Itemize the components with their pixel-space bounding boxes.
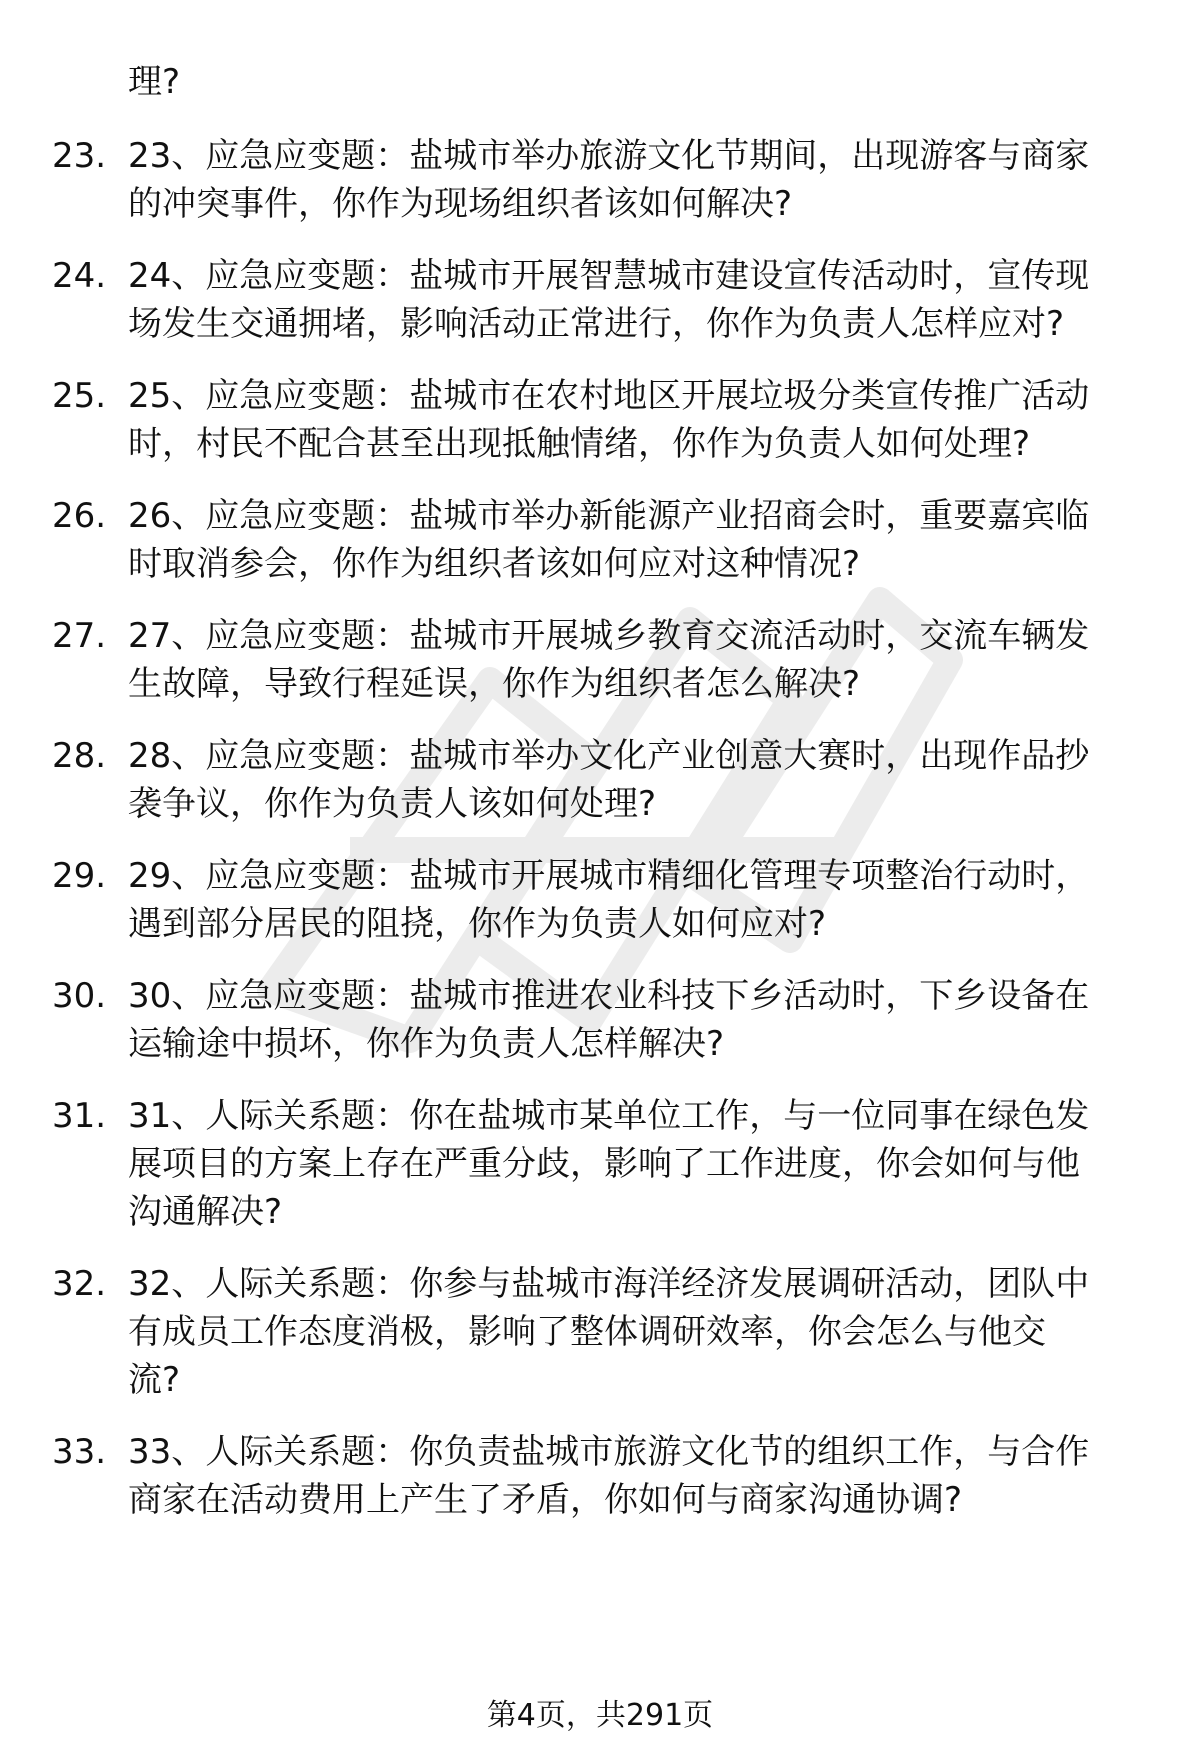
question-number: 32. — [52, 1264, 107, 1304]
question-text-line: 遇到部分居民的阻挠，你作为负责人如何应对? — [128, 904, 827, 944]
question-text-line: 生故障，导致行程延误，你作为组织者怎么解决? — [128, 664, 861, 704]
question-text-line: 23、应急应变题：盐城市举办旅游文化节期间，出现游客与商家 — [128, 136, 1090, 176]
question-text-line: 时，村民不配合甚至出现抵触情绪，你作为负责人如何处理? — [128, 424, 1031, 464]
question-text-line: 28、应急应变题：盐城市举办文化产业创意大赛时，出现作品抄 — [128, 736, 1090, 776]
continued-question-text: 理? — [128, 62, 181, 102]
question-text-line: 场发生交通拥堵，影响活动正常进行，你作为负责人怎样应对? — [128, 304, 1065, 344]
question-text-line: 商家在活动费用上产生了矛盾，你如何与商家沟通协调? — [128, 1480, 963, 1520]
question-text — [128, 1092, 1148, 1236]
question-text-line: 30、应急应变题：盐城市推进农业科技下乡活动时，下乡设备在 — [128, 976, 1090, 1016]
question-text-line: 沟通解决? — [128, 1192, 283, 1232]
question-text-line: 32、人际关系题：你参与盐城市海洋经济发展调研活动，团队中 — [128, 1264, 1090, 1304]
question-text-line: 27、应急应变题：盐城市开展城乡教育交流活动时，交流车辆发 — [128, 616, 1090, 656]
question-number: 23. — [52, 136, 107, 176]
question-text-line: 33、人际关系题：你负责盐城市旅游文化节的组织工作，与合作 — [128, 1432, 1090, 1472]
question-text — [128, 852, 1148, 948]
question-number: 31. — [52, 1096, 107, 1136]
question-text-line: 流? — [128, 1360, 181, 1400]
page-footer: 第4页，共291页 — [486, 1698, 714, 1733]
question-text-line: 24、应急应变题：盐城市开展智慧城市建设宣传活动时，宣传现 — [128, 256, 1090, 296]
question-text-line: 展项目的方案上存在严重分歧，影响了工作进度，你会如何与他 — [128, 1144, 1080, 1184]
question-text — [128, 252, 1148, 348]
question-text-line: 31、人际关系题：你在盐城市某单位工作，与一位同事在绿色发 — [128, 1096, 1090, 1136]
question-number: 26. — [52, 496, 107, 536]
question-text-line: 的冲突事件，你作为现场组织者该如何解决? — [128, 184, 793, 224]
question-text-line: 袭争议，你作为负责人该如何处理? — [128, 784, 657, 824]
question-number: 25. — [52, 376, 107, 416]
question-text — [128, 132, 1148, 228]
question-text — [128, 372, 1148, 468]
question-text — [128, 732, 1148, 828]
question-text-line: 25、应急应变题：盐城市在农村地区开展垃圾分类宣传推广活动 — [128, 376, 1090, 416]
question-number: 28. — [52, 736, 107, 776]
question-text-line: 29、应急应变题：盐城市开展城市精细化管理专项整治行动时， — [128, 856, 1090, 896]
question-text-line: 运输途中损坏，你作为负责人怎样解决? — [128, 1024, 725, 1064]
question-text — [128, 1260, 1148, 1404]
question-number: 29. — [52, 856, 107, 896]
question-text — [128, 1428, 1148, 1524]
question-number: 33. — [52, 1432, 107, 1472]
question-number: 27. — [52, 616, 107, 656]
question-number: 30. — [52, 976, 107, 1016]
question-number: 24. — [52, 256, 107, 296]
question-text-line: 时取消参会，你作为组织者该如何应对这种情况? — [128, 544, 861, 584]
question-text — [128, 492, 1148, 588]
question-text — [128, 612, 1148, 708]
question-text — [128, 972, 1148, 1068]
question-text-line: 26、应急应变题：盐城市举办新能源产业招商会时，重要嘉宾临 — [128, 496, 1090, 536]
question-text-line: 有成员工作态度消极，影响了整体调研效率，你会怎么与他交 — [128, 1312, 1046, 1352]
